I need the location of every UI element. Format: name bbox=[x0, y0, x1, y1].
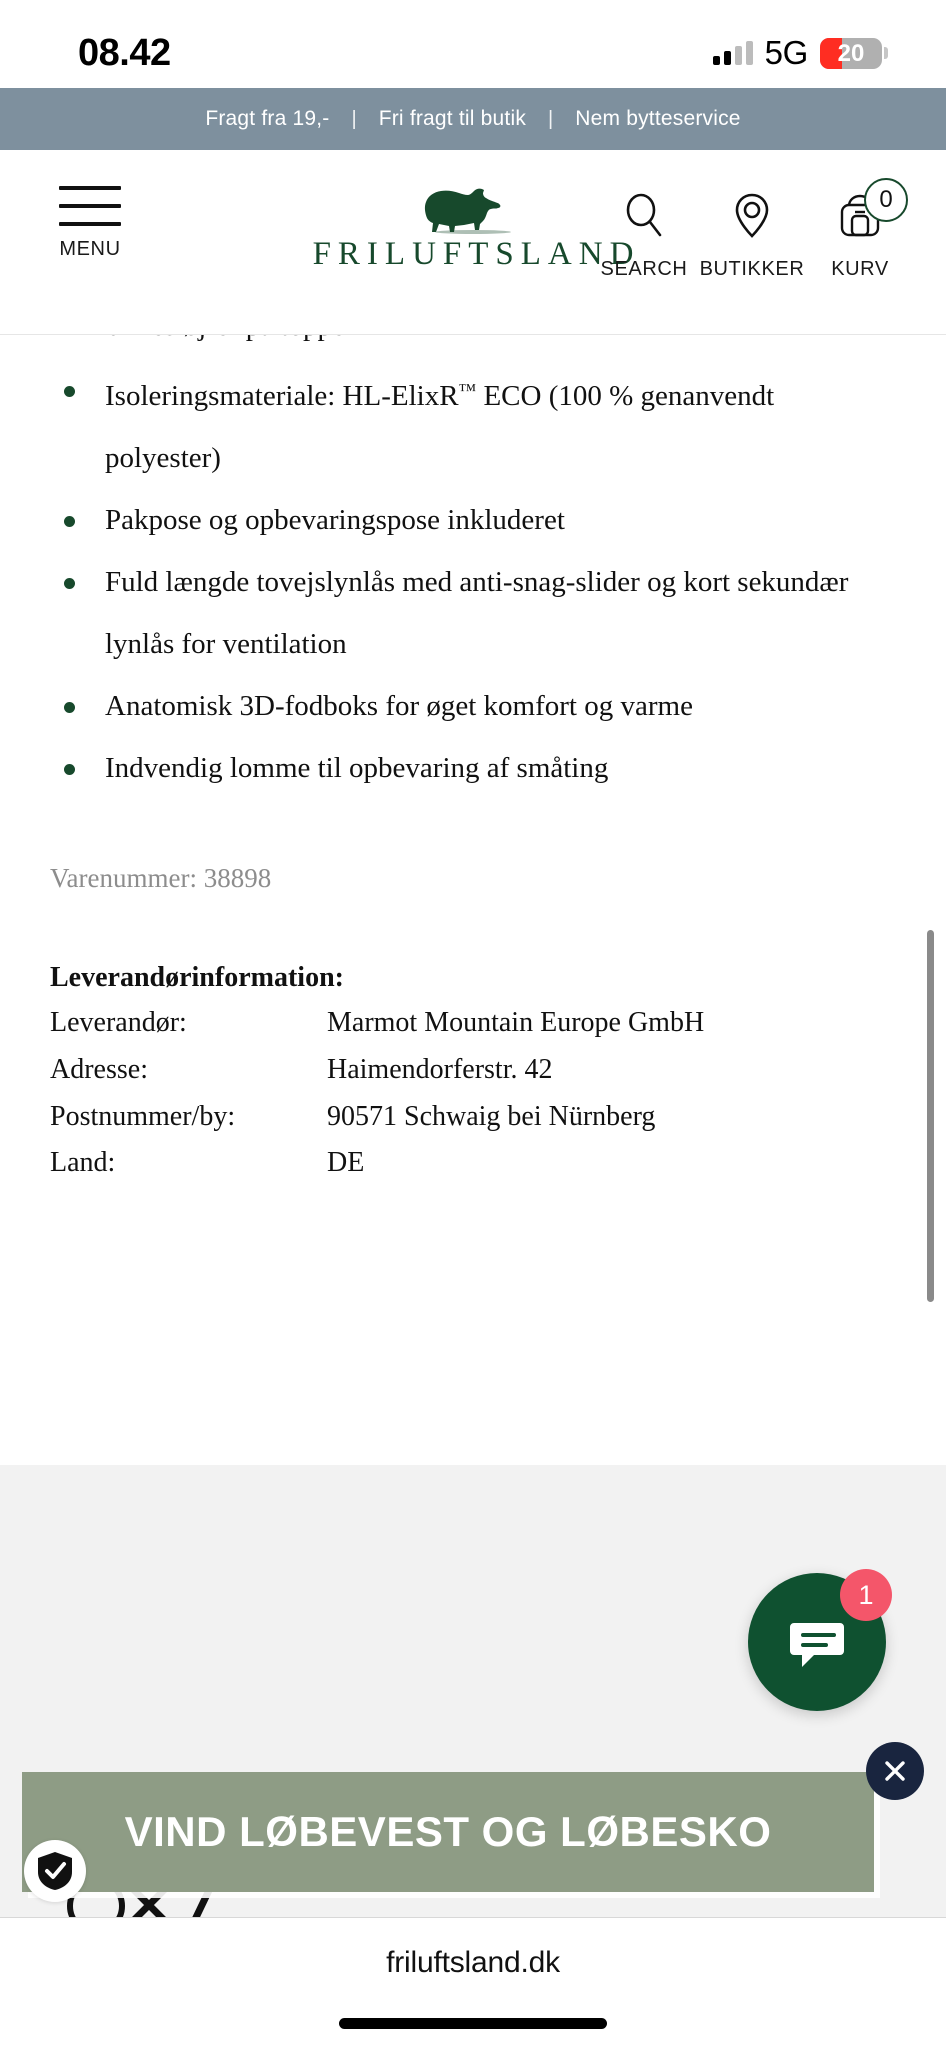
table-row bbox=[50, 1055, 704, 1102]
list-item bbox=[52, 489, 896, 551]
usp-separator: | bbox=[548, 107, 554, 130]
promo-close-button[interactable] bbox=[866, 1742, 924, 1800]
status-bar-time: 08.42 bbox=[78, 31, 171, 74]
menu-button[interactable] bbox=[44, 186, 136, 261]
product-description-section bbox=[0, 335, 946, 1195]
promo-banner[interactable] bbox=[22, 1772, 874, 1892]
feature-text: Pakpose og opbevaringspose inkluderet bbox=[105, 504, 565, 536]
table-row bbox=[50, 1102, 704, 1149]
supplier-info-table bbox=[50, 1008, 704, 1195]
usp-bar bbox=[0, 88, 946, 150]
ios-status-bar bbox=[0, 0, 946, 88]
supplier-key: Leverandør: bbox=[50, 1007, 187, 1038]
search-button-label: SEARCH bbox=[600, 258, 688, 280]
promo-banner-text: VIND LØBEVEST OG LØBESKO bbox=[124, 1808, 772, 1855]
browser-bottom-bar bbox=[0, 1917, 946, 2047]
product-feature-list bbox=[52, 359, 896, 799]
list-item bbox=[52, 551, 896, 675]
usp-item-shipping[interactable]: Fragt fra 19,- bbox=[205, 107, 330, 130]
status-bar-network: 5G bbox=[764, 34, 808, 71]
supplier-key: Postnummer/by: bbox=[50, 1100, 236, 1132]
cart-count-badge: 0 bbox=[864, 178, 908, 222]
supplier-value: 90571 Schwaig bei Nürnberg bbox=[327, 1100, 656, 1132]
browser-url-label[interactable]: friluftsland.dk bbox=[386, 1946, 560, 1979]
product-sku: Varenummer: 38898 bbox=[50, 863, 272, 893]
battery-low-icon bbox=[820, 38, 888, 69]
shield-check-icon bbox=[35, 1850, 75, 1892]
home-indicator bbox=[339, 2018, 607, 2029]
page-content-scroll-area bbox=[0, 150, 946, 1465]
usp-item-exchange[interactable]: Nem bytteservice bbox=[575, 107, 741, 130]
location-pin-icon bbox=[698, 184, 806, 246]
cart-button-label: KURV bbox=[831, 258, 889, 280]
page-scrollbar-thumb[interactable] bbox=[927, 930, 934, 1302]
supplier-value: DE bbox=[327, 1147, 365, 1179]
table-row bbox=[50, 1148, 704, 1195]
site-header bbox=[0, 150, 946, 335]
battery-percent-label: 20 bbox=[837, 39, 865, 67]
feature-text: Isoleringsmateriale: HL-ElixR bbox=[105, 380, 459, 412]
supplier-info-title: Leverandørinformation: bbox=[50, 962, 344, 993]
stores-button[interactable] bbox=[698, 184, 806, 281]
hamburger-menu-icon bbox=[59, 186, 121, 226]
supplier-value: Haimendorferstr. 42 bbox=[327, 1053, 553, 1085]
stores-button-label: BUTIKKER bbox=[699, 258, 805, 280]
cart-button[interactable] bbox=[806, 184, 914, 281]
feature-text-after: ECO (100 % genanvendt polyester) bbox=[105, 380, 775, 474]
list-item bbox=[52, 737, 896, 799]
menu-button-label: MENU bbox=[59, 238, 121, 260]
supplier-value: Marmot Mountain Europe GmbH bbox=[327, 1007, 705, 1038]
search-button[interactable] bbox=[590, 184, 698, 281]
chat-widget-button[interactable] bbox=[748, 1573, 886, 1711]
search-icon bbox=[590, 184, 698, 246]
usp-separator: | bbox=[351, 107, 357, 130]
status-bar-indicators bbox=[713, 34, 888, 72]
list-item bbox=[52, 359, 896, 489]
site-logo-wordmark: FRILUFTSLAND bbox=[312, 236, 641, 272]
supplier-key: Land: bbox=[50, 1147, 116, 1179]
supplier-key: Adresse: bbox=[50, 1053, 148, 1085]
feature-text: Fuld længde tovejslynlås med anti-snag-slider og kort sekundær lynlås for ventilation bbox=[105, 566, 849, 660]
bear-logo-icon bbox=[413, 178, 533, 234]
trust-badge[interactable] bbox=[24, 1840, 86, 1902]
chat-bubble-icon bbox=[784, 1609, 850, 1675]
feature-text: Indvendig lomme til opbevaring af småting bbox=[105, 752, 609, 784]
list-item bbox=[52, 675, 896, 737]
header-actions bbox=[590, 184, 914, 281]
trademark-symbol: ™ bbox=[458, 380, 477, 400]
feature-text: Anatomisk 3D-fodboks for øget komfort og varme bbox=[105, 690, 693, 722]
usp-item-store-pickup[interactable]: Fri fragt til butik bbox=[378, 107, 527, 130]
chat-unread-badge: 1 bbox=[840, 1569, 892, 1621]
signal-bars-icon bbox=[713, 41, 753, 65]
table-row bbox=[50, 1008, 704, 1055]
close-x-icon bbox=[881, 1757, 909, 1785]
